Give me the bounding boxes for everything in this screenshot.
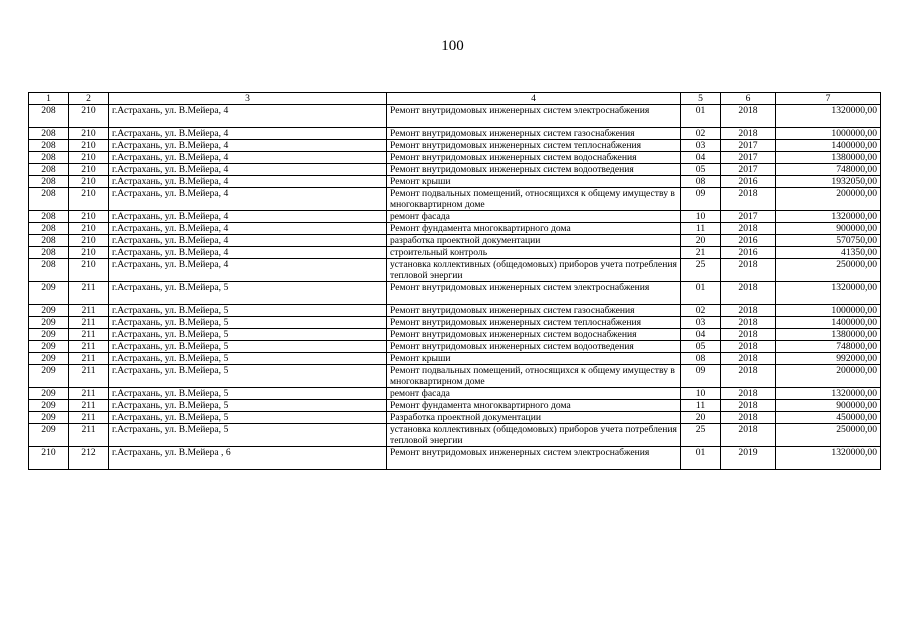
cell-year: 2017 [721, 211, 776, 223]
cell-work-code: 11 [681, 400, 721, 412]
table-row [29, 128, 881, 140]
header-row [29, 93, 881, 105]
cell-work-code: 10 [681, 211, 721, 223]
cell-cost: 1320000,00 [776, 211, 881, 223]
cell-year: 2018 [721, 365, 776, 388]
cell-work-code: 08 [681, 176, 721, 188]
table-row [29, 152, 881, 164]
cell-year: 2018 [721, 412, 776, 424]
cell-address: г.Астрахань, ул. В.Мейера, 5 [109, 388, 387, 400]
cell-cost: 1400000,00 [776, 140, 881, 152]
cell-address: г.Астрахань, ул. В.Мейера, 5 [109, 412, 387, 424]
cell-cost: 1320000,00 [776, 105, 881, 128]
cell-work-code: 01 [681, 105, 721, 128]
cell-year: 2018 [721, 105, 776, 128]
cell-work-code: 20 [681, 235, 721, 247]
cell-cost: 900000,00 [776, 223, 881, 235]
cell-house-number: 208 [29, 259, 69, 282]
cell-cost: 748000,00 [776, 341, 881, 353]
cell-work-code: 20 [681, 412, 721, 424]
cell-house-number: 208 [29, 188, 69, 211]
cell-work-code: 03 [681, 317, 721, 329]
cell-address: г.Астрахань, ул. В.Мейера, 4 [109, 164, 387, 176]
cell-year: 2017 [721, 140, 776, 152]
cell-work-type: Ремонт внутридомовых инженерных систем электроснабжения [387, 447, 681, 470]
cell-address-id: 210 [69, 140, 109, 152]
header-col-2: 2 [69, 93, 109, 105]
cell-work-type: Ремонт внутридомовых инженерных систем водоснабжения [387, 152, 681, 164]
cell-address: г.Астрахань, ул. В.Мейера, 4 [109, 247, 387, 259]
table-row [29, 188, 881, 211]
cell-house-number: 209 [29, 353, 69, 365]
cell-year: 2018 [721, 341, 776, 353]
cell-address: г.Астрахань, ул. В.Мейера, 5 [109, 305, 387, 317]
cell-work-type: Ремонт крыши [387, 176, 681, 188]
cell-house-number: 210 [29, 447, 69, 470]
cell-work-type: Ремонт внутридомовых инженерных систем водоснабжения [387, 329, 681, 341]
cell-address: г.Астрахань, ул. В.Мейера, 5 [109, 329, 387, 341]
cell-year: 2018 [721, 353, 776, 365]
cell-work-type: ремонт фасада [387, 211, 681, 223]
cell-year: 2018 [721, 329, 776, 341]
table-row [29, 176, 881, 188]
cell-cost: 570750,00 [776, 235, 881, 247]
table-row [29, 353, 881, 365]
cell-address-id: 211 [69, 329, 109, 341]
table-row [29, 400, 881, 412]
cell-work-type: Ремонт внутридомовых инженерных систем электроснабжения [387, 105, 681, 128]
cell-address-id: 211 [69, 412, 109, 424]
cell-year: 2018 [721, 282, 776, 305]
cell-address-id: 211 [69, 341, 109, 353]
cell-cost: 200000,00 [776, 188, 881, 211]
cell-year: 2018 [721, 424, 776, 447]
cell-house-number: 208 [29, 128, 69, 140]
cell-house-number: 209 [29, 317, 69, 329]
cell-cost: 200000,00 [776, 365, 881, 388]
header-col-4: 4 [387, 93, 681, 105]
cell-cost: 41350,00 [776, 247, 881, 259]
cell-cost: 250000,00 [776, 259, 881, 282]
cell-house-number: 208 [29, 140, 69, 152]
cell-house-number: 209 [29, 341, 69, 353]
cell-address: г.Астрахань, ул. В.Мейера, 4 [109, 211, 387, 223]
cell-address-id: 210 [69, 211, 109, 223]
table-row [29, 105, 881, 128]
cell-address-id: 211 [69, 317, 109, 329]
header-col-3: 3 [109, 93, 387, 105]
cell-address: г.Астрахань, ул. В.Мейера, 4 [109, 128, 387, 140]
cell-work-type: Ремонт внутридомовых инженерных систем теплоснабжения [387, 317, 681, 329]
cell-work-type: Ремонт внутридомовых инженерных систем теплоснабжения [387, 140, 681, 152]
table-row [29, 211, 881, 223]
cell-address-id: 211 [69, 365, 109, 388]
cell-work-type: Ремонт внутридомовых инженерных систем газоснабжения [387, 305, 681, 317]
cell-year: 2018 [721, 400, 776, 412]
table-body [29, 105, 881, 470]
cell-cost: 1380000,00 [776, 152, 881, 164]
cell-address: г.Астрахань, ул. В.Мейера, 4 [109, 140, 387, 152]
cell-year: 2018 [721, 388, 776, 400]
cell-work-code: 05 [681, 341, 721, 353]
cell-work-code: 25 [681, 424, 721, 447]
cell-cost: 1320000,00 [776, 388, 881, 400]
cell-year: 2018 [721, 259, 776, 282]
cell-work-type: установка коллективных (общедомовых) приборов учета потребления тепловой энергии [387, 424, 681, 447]
cell-work-code: 11 [681, 223, 721, 235]
cell-work-code: 02 [681, 128, 721, 140]
cell-year: 2016 [721, 247, 776, 259]
cell-cost: 900000,00 [776, 400, 881, 412]
table-row [29, 223, 881, 235]
cell-work-code: 09 [681, 365, 721, 388]
cell-address: г.Астрахань, ул. В.Мейера, 5 [109, 317, 387, 329]
table-row [29, 447, 881, 470]
cell-address-id: 210 [69, 105, 109, 128]
cell-work-type: Ремонт внутридомовых инженерных систем газоснабжения [387, 128, 681, 140]
cell-work-type: Ремонт крыши [387, 353, 681, 365]
cell-cost: 1000000,00 [776, 305, 881, 317]
table-row [29, 259, 881, 282]
cell-address-id: 210 [69, 223, 109, 235]
cell-work-code: 04 [681, 329, 721, 341]
cell-work-code: 10 [681, 388, 721, 400]
cell-cost: 1400000,00 [776, 317, 881, 329]
cell-work-type: Разработка проектной документации [387, 412, 681, 424]
cell-work-type: ремонт фасада [387, 388, 681, 400]
cell-address-id: 210 [69, 259, 109, 282]
cell-year: 2018 [721, 223, 776, 235]
cell-year: 2018 [721, 188, 776, 211]
cell-house-number: 208 [29, 176, 69, 188]
table-row [29, 247, 881, 259]
cell-address: г.Астрахань, ул. В.Мейера, 4 [109, 105, 387, 128]
cell-work-code: 01 [681, 282, 721, 305]
cell-house-number: 209 [29, 329, 69, 341]
cell-house-number: 208 [29, 211, 69, 223]
cell-work-type: разработка проектной документации [387, 235, 681, 247]
cell-work-code: 21 [681, 247, 721, 259]
table-row [29, 305, 881, 317]
cell-work-code: 01 [681, 447, 721, 470]
table-row [29, 424, 881, 447]
cell-work-type: Ремонт подвальных помещений, относящихся к общему имуществу в многоквартирном доме [387, 188, 681, 211]
table-row [29, 282, 881, 305]
table-row [29, 140, 881, 152]
cell-address-id: 211 [69, 388, 109, 400]
cell-year: 2019 [721, 447, 776, 470]
cell-address-id: 211 [69, 424, 109, 447]
cell-work-code: 03 [681, 140, 721, 152]
cell-work-type: установка коллективных (общедомовых) приборов учета потребления тепловой энергии [387, 259, 681, 282]
table-row [29, 164, 881, 176]
cell-cost: 992000,00 [776, 353, 881, 365]
cell-year: 2018 [721, 317, 776, 329]
cell-address: г.Астрахань, ул. В.Мейера, 5 [109, 282, 387, 305]
cell-address: г.Астрахань, ул. В.Мейера, 4 [109, 223, 387, 235]
cell-cost: 450000,00 [776, 412, 881, 424]
cell-work-code: 05 [681, 164, 721, 176]
cell-work-type: Ремонт внутридомовых инженерных систем водоотведения [387, 341, 681, 353]
cell-house-number: 209 [29, 424, 69, 447]
cell-cost: 1932050,00 [776, 176, 881, 188]
cell-cost: 1320000,00 [776, 447, 881, 470]
cell-year: 2016 [721, 176, 776, 188]
cell-work-type: Ремонт подвальных помещений, относящихся к общему имуществу в многоквартирном доме [387, 365, 681, 388]
cell-house-number: 208 [29, 164, 69, 176]
cell-year: 2018 [721, 128, 776, 140]
cell-house-number: 208 [29, 223, 69, 235]
cell-year: 2017 [721, 152, 776, 164]
page-number: 100 [441, 38, 464, 54]
cell-address-id: 210 [69, 247, 109, 259]
cell-work-code: 09 [681, 188, 721, 211]
cell-house-number: 209 [29, 412, 69, 424]
cell-house-number: 209 [29, 282, 69, 305]
cell-address: г.Астрахань, ул. В.Мейера, 4 [109, 176, 387, 188]
cell-work-type: Ремонт фундамента многоквартирного дома [387, 223, 681, 235]
cell-address-id: 210 [69, 152, 109, 164]
cell-address: г.Астрахань, ул. В.Мейера, 4 [109, 152, 387, 164]
cell-address-id: 211 [69, 282, 109, 305]
cell-address-id: 210 [69, 128, 109, 140]
cell-address: г.Астрахань, ул. В.Мейера, 5 [109, 353, 387, 365]
cell-year: 2018 [721, 305, 776, 317]
cell-house-number: 208 [29, 105, 69, 128]
table-row [29, 235, 881, 247]
cell-work-code: 04 [681, 152, 721, 164]
cell-address: г.Астрахань, ул. В.Мейера, 5 [109, 400, 387, 412]
cell-house-number: 209 [29, 365, 69, 388]
cell-address: г.Астрахань, ул. В.Мейера, 4 [109, 188, 387, 211]
cell-cost: 1000000,00 [776, 128, 881, 140]
cell-address-id: 210 [69, 164, 109, 176]
cell-house-number: 209 [29, 388, 69, 400]
cell-address: г.Астрахань, ул. В.Мейера, 5 [109, 341, 387, 353]
cell-address: г.Астрахань, ул. В.Мейера, 5 [109, 424, 387, 447]
cell-address-id: 211 [69, 353, 109, 365]
cell-house-number: 209 [29, 305, 69, 317]
cell-work-code: 25 [681, 259, 721, 282]
cell-address-id: 210 [69, 188, 109, 211]
cell-address: г.Астрахань, ул. В.Мейера, 5 [109, 365, 387, 388]
cell-address-id: 211 [69, 400, 109, 412]
cell-address-id: 210 [69, 235, 109, 247]
cell-house-number: 208 [29, 235, 69, 247]
table-row [29, 365, 881, 388]
cell-work-type: Ремонт внутридомовых инженерных систем водоотведения [387, 164, 681, 176]
cell-cost: 1320000,00 [776, 282, 881, 305]
cell-work-code: 08 [681, 353, 721, 365]
cell-cost: 748000,00 [776, 164, 881, 176]
header-col-5: 5 [681, 93, 721, 105]
cell-year: 2016 [721, 235, 776, 247]
capital-repair-table [28, 92, 881, 470]
table-row [29, 329, 881, 341]
cell-address-id: 210 [69, 176, 109, 188]
cell-cost: 1380000,00 [776, 329, 881, 341]
cell-address: г.Астрахань, ул. В.Мейера, 4 [109, 235, 387, 247]
cell-work-type: Ремонт фундамента многоквартирного дома [387, 400, 681, 412]
cell-year: 2017 [721, 164, 776, 176]
header-col-6: 6 [721, 93, 776, 105]
cell-address: г.Астрахань, ул. В.Мейера , 6 [109, 447, 387, 470]
cell-cost: 250000,00 [776, 424, 881, 447]
table-row [29, 341, 881, 353]
cell-house-number: 209 [29, 400, 69, 412]
cell-work-code: 02 [681, 305, 721, 317]
table-row [29, 317, 881, 329]
cell-work-type: строительный контроль [387, 247, 681, 259]
table-row [29, 388, 881, 400]
cell-address-id: 211 [69, 305, 109, 317]
cell-address: г.Астрахань, ул. В.Мейера, 4 [109, 259, 387, 282]
cell-house-number: 208 [29, 152, 69, 164]
header-col-1: 1 [29, 93, 69, 105]
cell-address-id: 212 [69, 447, 109, 470]
cell-house-number: 208 [29, 247, 69, 259]
header-col-7: 7 [776, 93, 881, 105]
table-row [29, 412, 881, 424]
cell-work-type: Ремонт внутридомовых инженерных систем электроснабжения [387, 282, 681, 305]
